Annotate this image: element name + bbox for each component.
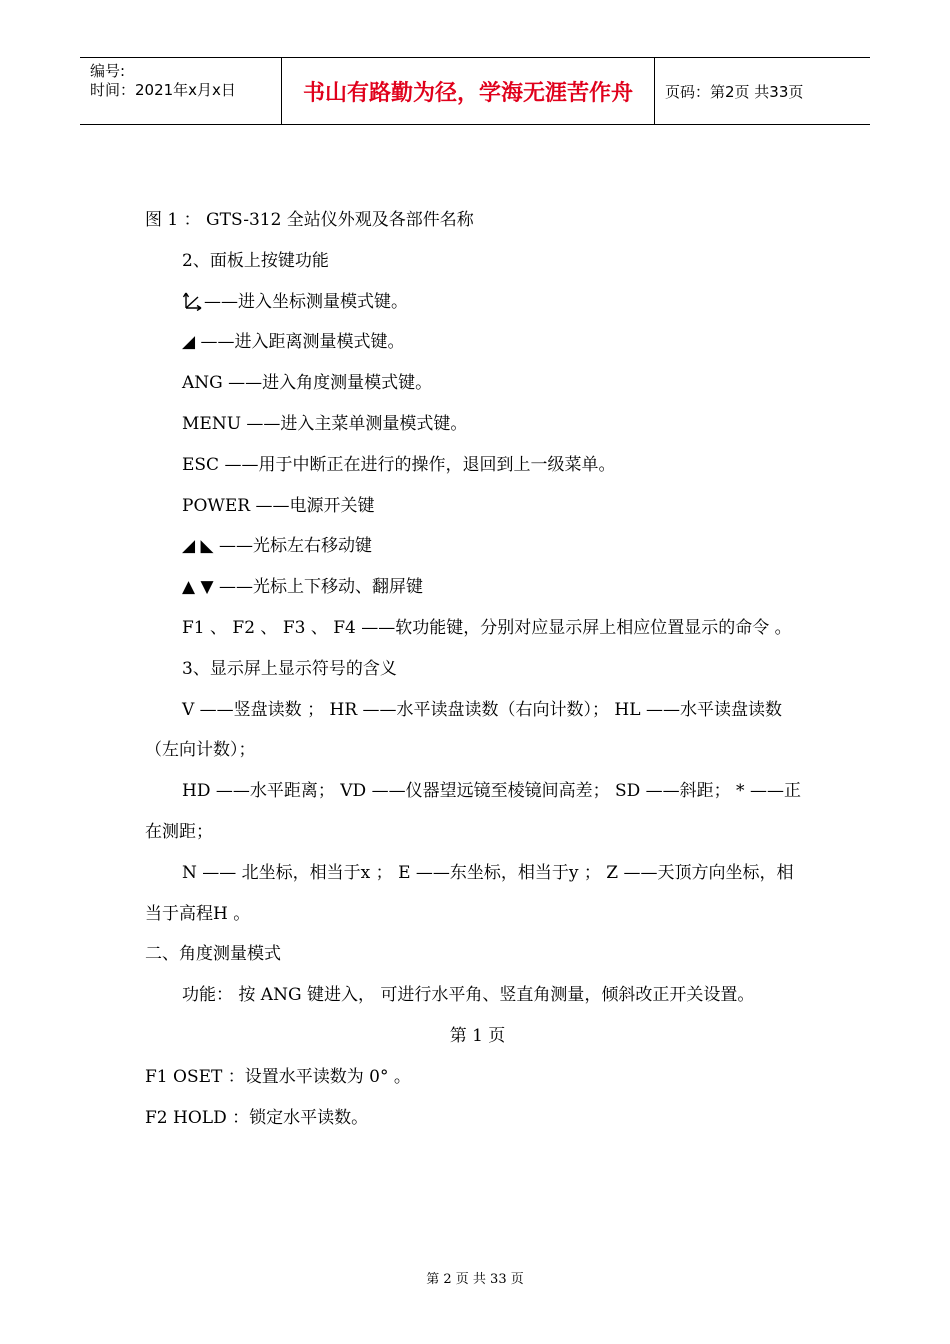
key-ang: ANG ——进入角度测量模式键。 [182, 373, 433, 394]
section-heading-keys: 2、面板上按键功能 [182, 250, 329, 271]
key-up-down: ▲ ▼ ——光标上下移动、翻屏键 [182, 577, 423, 598]
document-body [145, 200, 810, 1138]
symbols-distances: HD ——水平距离； VD ——仪器望远镜至棱镜间高差； SD ——斜距； * ——正在测距； [145, 781, 801, 842]
key-soft-function: F1 、 F2 、 F3 、 F4 ——软功能键，分别对应显示屏上相应位置显示的命令 。 [182, 617, 792, 638]
key-left-right: ◢ ◣ ——光标左右移动键 [182, 536, 372, 557]
section-heading-symbols: 3、显示屏上显示符号的含义 [182, 658, 397, 679]
f2-hold: F2 HOLD ：锁定水平读数。 [145, 1107, 369, 1128]
header-motto: 书山有路勤为径，学海无涯苦作舟 [281, 58, 655, 124]
coordinate-mode-icon [182, 289, 204, 311]
document-number-label: 编号: [90, 62, 126, 80]
page-footer: 第 2 页 共 33 页 [426, 1272, 524, 1287]
key-distance: ◢ ——进入距离测量模式键。 [182, 332, 405, 353]
key-coordinate [145, 282, 810, 323]
key-power: POWER ——电源开关键 [182, 495, 375, 516]
figure-caption: 图 1 ： GTS-312 全站仪外观及各部件名称 [145, 210, 474, 230]
header-meta [80, 58, 281, 124]
symbols-coordinates: N —— 北坐标，相当于x ； E ——东坐标，相当于y ； Z ——天顶方向坐标，相当于高程H 。 [145, 862, 794, 924]
angle-mode-function: 功能： 按 ANG 键进入， 可进行水平角、竖直角测量，倾斜改正开关设置。 [182, 985, 755, 1006]
section-heading-angle-mode: 二、角度测量模式 [145, 944, 281, 965]
f1-oset: F1 OSET ：设置水平读数为 0° 。 [145, 1066, 411, 1087]
key-coordinate-text: ——进入坐标测量模式键。 [204, 291, 408, 312]
symbols-angles: V ——竖盘读数 ； HR ——水平读盘读数（右向计数）； HL ——水平读盘读数（左向计数）； [145, 699, 782, 761]
document-time-label: 时间：2021年x月x日 [90, 81, 236, 99]
page-header [80, 57, 870, 125]
inner-page-number: 第 1 页 [449, 1025, 506, 1046]
key-menu: MENU ——进入主菜单测量模式键。 [182, 413, 468, 434]
header-page-info: 页码：第2页 共33页 [665, 82, 804, 101]
key-esc: ESC ——用于中断正在进行的操作，退回到上一级菜单。 [182, 454, 616, 475]
